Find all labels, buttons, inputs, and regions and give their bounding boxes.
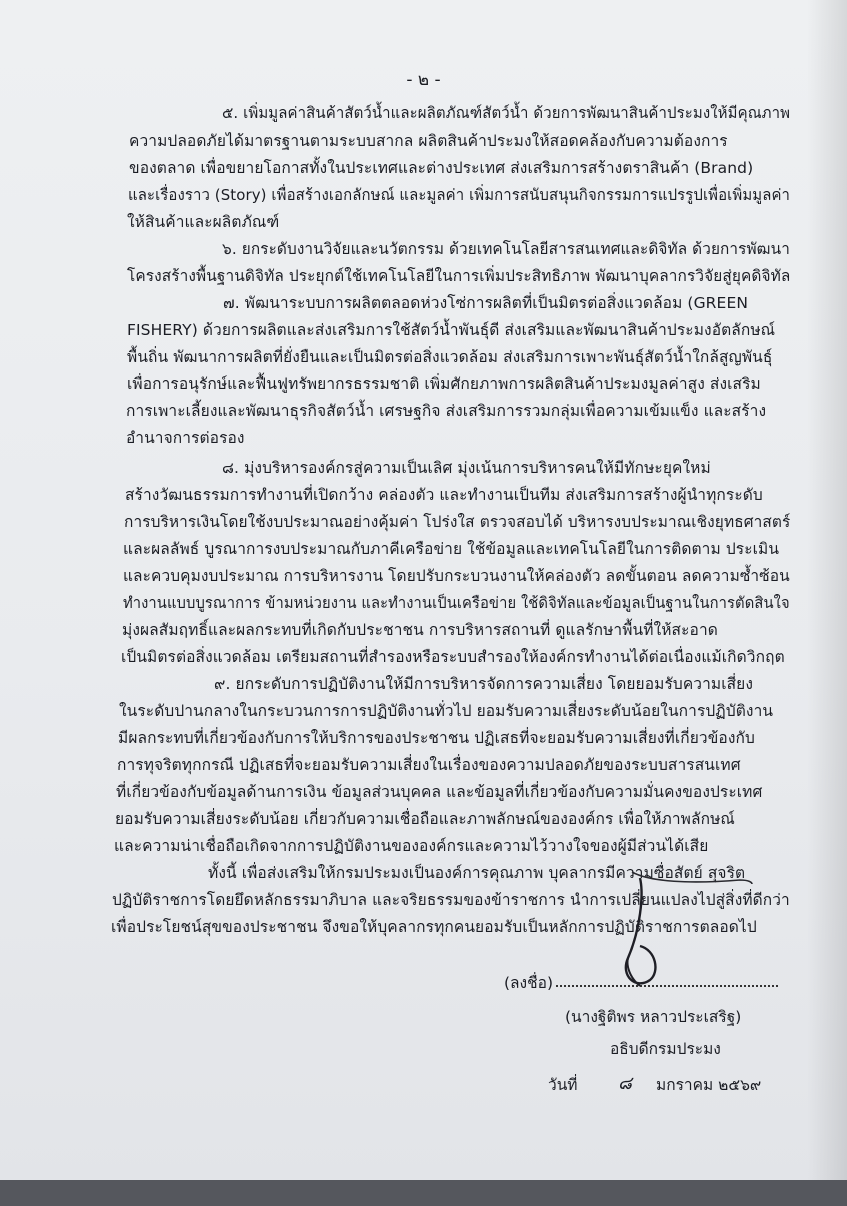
text-line: ยอมรับความเสี่ยงระดับน้อย เกี่ยวกับความเชื่อถือและภาพลักษณ์ขององค์กร เพื่อให้ภาพลักษณ์ xyxy=(115,810,735,828)
text-line: ๕. เพิ่มมูลค่าสินค้าสัตว์น้ำและผลิตภัณฑ์สัตว์น้ำ ด้วยการพัฒนาสินค้าประมงให้มีคุณภาพ xyxy=(222,104,791,122)
text-line: เพื่อการอนุรักษ์และฟื้นฟูทรัพยากรธรรมชาติ เพิ่มศักยภาพการผลิตสินค้าประมงมูลค่าสูง ส่งเสริม xyxy=(127,375,761,393)
text-line: พื้นถิ่น พัฒนาการผลิตที่ยั่งยืนและเป็นมิตรต่อสิ่งแวดล้อม ส่งเสริมการเพาะพันธุ์สัตว์น้ำใกล้สูญพันธุ์ xyxy=(127,348,773,366)
date-label: วันที่ xyxy=(548,1076,578,1094)
text-line: ความปลอดภัยได้มาตรฐานตามระบบสากล ผลิตสินค้าประมงให้สอดคล้องกับความต้องการ xyxy=(129,132,728,150)
text-line: การบริหารเงินโดยใช้งบประมาณอย่างคุ้มค่า โปร่งใส ตรวจสอบได้ บริหารงบประมาณเชิงยุทธศาสตร์ xyxy=(124,513,791,531)
text-line: โครงสร้างพื้นฐานดิจิทัล ประยุกต์ใช้เทคโนโลยีในการเพิ่มประสิทธิภาพ พัฒนาบุคลากรวิจัยสู่ยุคดิจิทัล xyxy=(127,267,791,285)
text-line: ที่เกี่ยวข้องกับข้อมูลด้านการเงิน ข้อมูลส่วนบุคคล และข้อมูลที่เกี่ยวข้องกับความมั่นคงของประเทศ xyxy=(116,783,763,801)
signer-position: อธิบดีกรมประมง xyxy=(610,1040,721,1058)
text-line: ให้สินค้าและผลิตภัณฑ์ xyxy=(127,213,280,231)
text-line: ของตลาด เพื่อขยายโอกาสทั้งในประเทศและต่างประเทศ ส่งเสริมการสร้างตราสินค้า (Brand) xyxy=(129,159,754,177)
sign-label: (ลงชื่อ) xyxy=(504,974,553,992)
text-line: ๘. มุ่งบริหารองค์กรสู่ความเป็นเลิศ มุ่งเน้นการบริหารคนให้มีทักษะยุคใหม่ xyxy=(222,459,711,477)
text-line: เพื่อประโยชน์สุขของประชาชน จึงขอให้บุคลากรทุกคนยอมรับเป็นหลักการปฏิบัติราชการตลอดไป xyxy=(111,918,757,936)
text-line: FISHERY) ด้วยการผลิตและส่งเสริมการใช้สัตว์น้ำพันธุ์ดี ส่งเสริมและพัฒนาสินค้าประมงอัตลักษณ์ xyxy=(127,321,776,339)
page-number: - ๒ - xyxy=(406,70,441,90)
text-line: ปฏิบัติราชการโดยยึดหลักธรรมาภิบาล และจริยธรรมของข้าราชการ นำการเปลี่ยนแปลงไปสู่สิ่งที่ดีกว่า xyxy=(112,891,790,909)
text-line: และเรื่องราว (Story) เพื่อสร้างเอกลักษณ์ และมูลค่า เพิ่มการสนับสนุนกิจกรรมการแปรรูปเพื่อเพิ่มมูลค่า xyxy=(128,186,791,204)
text-line: การทุจริตทุกกรณี ปฏิเสธที่จะยอมรับความเสี่ยงในเรื่องของความปลอดภัยของระบบสารสนเทศ xyxy=(117,756,741,774)
text-line: การเพาะเลี้ยงและพัฒนาธุรกิจสัตว์น้ำ เศรษฐกิจ ส่งเสริมการรวมกลุ่มเพื่อความเข้มแข็ง และสร้าง xyxy=(126,402,767,420)
date-month-year: มกราคม ๒๕๖๙ xyxy=(656,1076,762,1094)
text-line: มุ่งผลสัมฤทธิ์และผลกระทบที่เกิดกับประชาชน การบริหารสถานที่ ดูแลรักษาพื้นที่ให้สะอาด xyxy=(122,621,718,639)
text-line: ๙. ยกระดับการปฏิบัติงานให้มีการบริหารจัดการความเสี่ยง โดยยอมรับความเสี่ยง xyxy=(214,675,754,693)
date-day: ๘ xyxy=(618,1073,632,1094)
text-line: และควบคุมงบประมาณ การบริหารงาน โดยปรับกระบวนงานให้คล่องตัว ลดขั้นตอน ลดความซ้ำซ้อน xyxy=(123,567,790,585)
text-line: สร้างวัฒนธรรมการทำงานที่เปิดกว้าง คล่องตัว และทำงานเป็นทีม ส่งเสริมการสร้างผู้นำทุกระดับ xyxy=(125,486,763,504)
text-line: ทั้งนี้ เพื่อส่งเสริมให้กรมประมงเป็นองค์การคุณภาพ บุคลากรมีความซื่อสัตย์ สุจริต xyxy=(208,864,746,882)
text-line: เป็นมิตรต่อสิ่งแวดล้อม เตรียมสถานที่สำรองหรือระบบสำรองให้องค์กรทำงานได้ต่อเนื่องแม้เกิดวิกฤต xyxy=(121,648,785,666)
text-line: มีผลกระทบที่เกี่ยวข้องกับการให้บริการของประชาชน ปฏิเสธที่จะยอมรับความเสี่ยงที่เกี่ยวข้องกับ xyxy=(118,729,755,747)
text-line: และผลลัพธ์ บูรณาการงบประมาณกับภาคีเครือข่าย ใช้ข้อมูลและเทคโนโลยีในการติดตาม ประเมิน xyxy=(123,540,780,558)
text-line: และความน่าเชื่อถือเกิดจากการปฏิบัติงานขององค์กรและความไว้วางใจของผู้มีส่วนได้เสีย xyxy=(114,837,709,855)
text-line: ทำงานแบบบูรณาการ ข้ามหน่วยงาน และทำงานเป็นเครือข่าย ใช้ดิจิทัลและข้อมูลเป็นฐานในการตัดสินใจ xyxy=(123,594,790,612)
text-line: ในระดับปานกลางในกระบวนการการปฏิบัติงานทั่วไป ยอมรับความเสี่ยงระดับน้อยในการปฏิบัติงาน xyxy=(119,702,774,720)
text-line: อำนาจการต่อรอง xyxy=(126,429,245,447)
text-line: ๗. พัฒนาระบบการผลิตตลอดห่วงโซ่การผลิตที่เป็นมิตรต่อสิ่งแวดล้อม (GREEN xyxy=(223,294,749,312)
text-line: ๖. ยกระดับงานวิจัยและนวัตกรรม ด้วยเทคโนโลยีสารสนเทศและดิจิทัล ด้วยการพัฒนา xyxy=(222,240,790,258)
signer-name: (นางฐิติพร หลาวประเสริฐ) xyxy=(565,1008,742,1026)
